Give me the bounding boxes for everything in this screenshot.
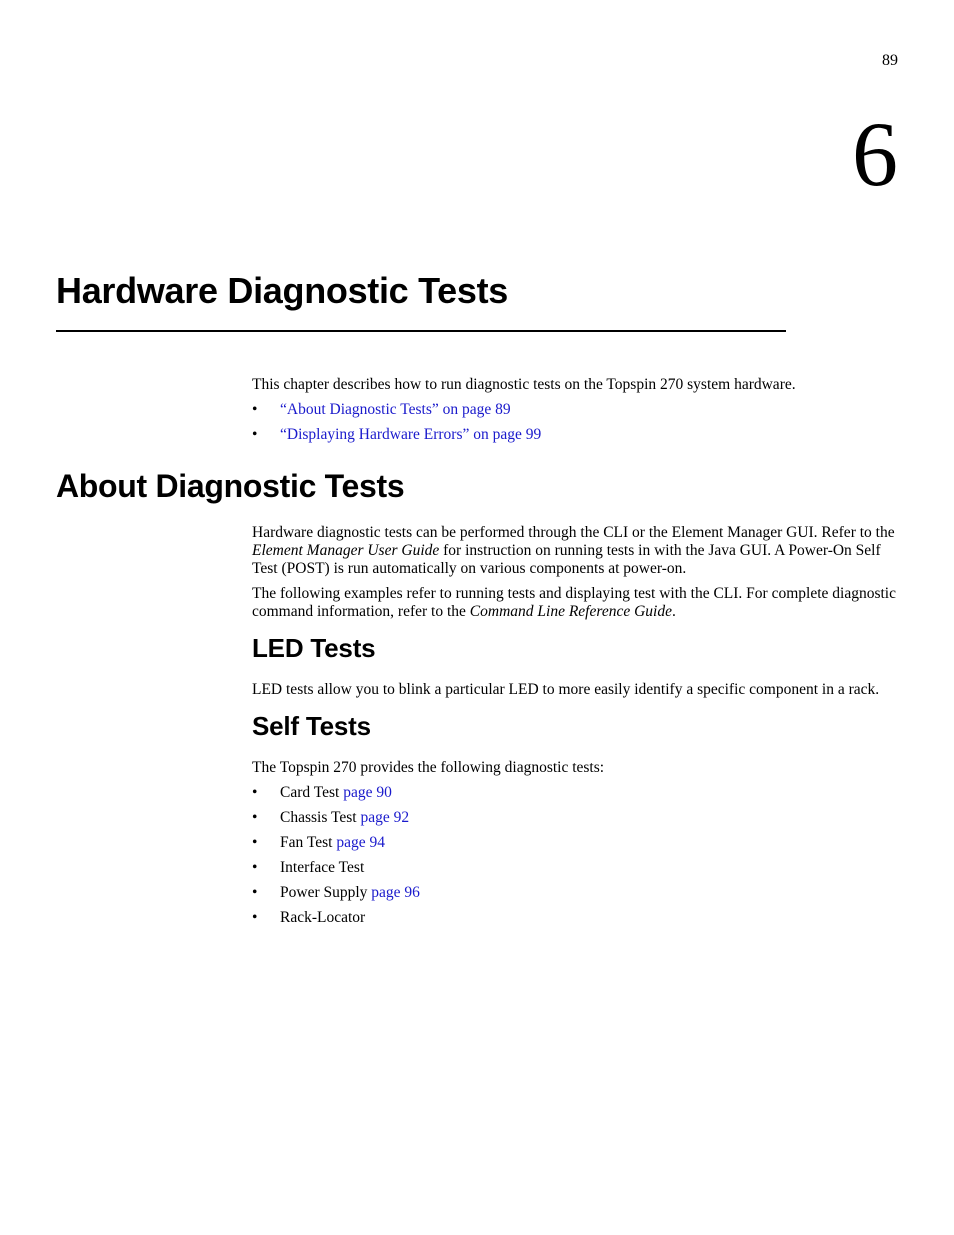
intro-link-list (252, 401, 902, 451)
text-run: The following examples refer to running tests and displaying test with the CLI. For complete diagnostic command information, refer to the (252, 585, 896, 620)
list-item (252, 426, 902, 451)
test-name: Rack-Locator (280, 909, 366, 926)
intro-section (252, 376, 902, 451)
title-rule (56, 330, 786, 332)
guide-title: Command Line Reference Guide (469, 603, 672, 620)
page-number: 89 (882, 52, 898, 69)
guide-title: Element Manager User Guide (252, 542, 440, 559)
list-item (252, 784, 902, 809)
chapter-title: Hardware Diagnostic Tests (56, 270, 508, 311)
self-tests-intro: The Topspin 270 provides the following diagnostic tests: (252, 759, 605, 776)
test-name: Card Test (280, 784, 344, 801)
test-name: Chassis Test (280, 809, 361, 826)
list-item (252, 401, 902, 426)
bullet-icon: • (252, 909, 258, 926)
list-item (252, 809, 902, 834)
section-heading-about: About Diagnostic Tests (56, 468, 405, 504)
page-link[interactable]: page 92 (360, 809, 410, 826)
bullet-icon: • (252, 834, 258, 851)
bullet-icon: • (252, 784, 258, 801)
intro-paragraph: This chapter describes how to run diagnostic tests on the Topspin 270 system hardware. (252, 376, 796, 393)
self-tests-body (252, 759, 902, 934)
about-paragraph-1 (252, 524, 902, 578)
led-paragraph: LED tests allow you to blink a particular LED to more easily identify a specific component in a rack. (252, 681, 880, 698)
section-heading-self: Self Tests (252, 711, 371, 741)
section-heading-led: LED Tests (252, 633, 376, 663)
about-body (252, 524, 902, 621)
text-run: Hardware diagnostic tests can be performed through the CLI or the Element Manager GUI. Refer to the (252, 524, 895, 541)
test-name: Power Supply (280, 884, 372, 901)
list-item (252, 859, 902, 884)
link-displaying-hardware-errors[interactable]: “Displaying Hardware Errors” on page 99 (280, 426, 542, 443)
list-item (252, 834, 902, 859)
bullet-icon: • (252, 426, 258, 443)
link-about-diagnostic-tests[interactable]: “About Diagnostic Tests” on page 89 (280, 401, 511, 418)
about-paragraph-2 (252, 585, 902, 621)
page-link[interactable]: page 94 (336, 834, 385, 851)
bullet-icon: • (252, 859, 258, 876)
test-name: Interface Test (280, 859, 365, 876)
self-tests-list (252, 784, 902, 934)
bullet-icon: • (252, 809, 258, 826)
bullet-icon: • (252, 401, 258, 418)
text-run: . (671, 603, 676, 620)
page-link[interactable]: page 96 (371, 884, 420, 901)
chapter-number: 6 (852, 103, 898, 205)
test-name: Fan Test (280, 834, 337, 851)
bullet-icon: • (252, 884, 258, 901)
list-item (252, 884, 902, 909)
list-item (252, 909, 902, 934)
page-link[interactable]: page 90 (343, 784, 392, 801)
text-run: for instruction on running tests in with the Java GUI. A Power-On Self Test (POST) is run automatically on various components at power-on. (252, 542, 881, 577)
